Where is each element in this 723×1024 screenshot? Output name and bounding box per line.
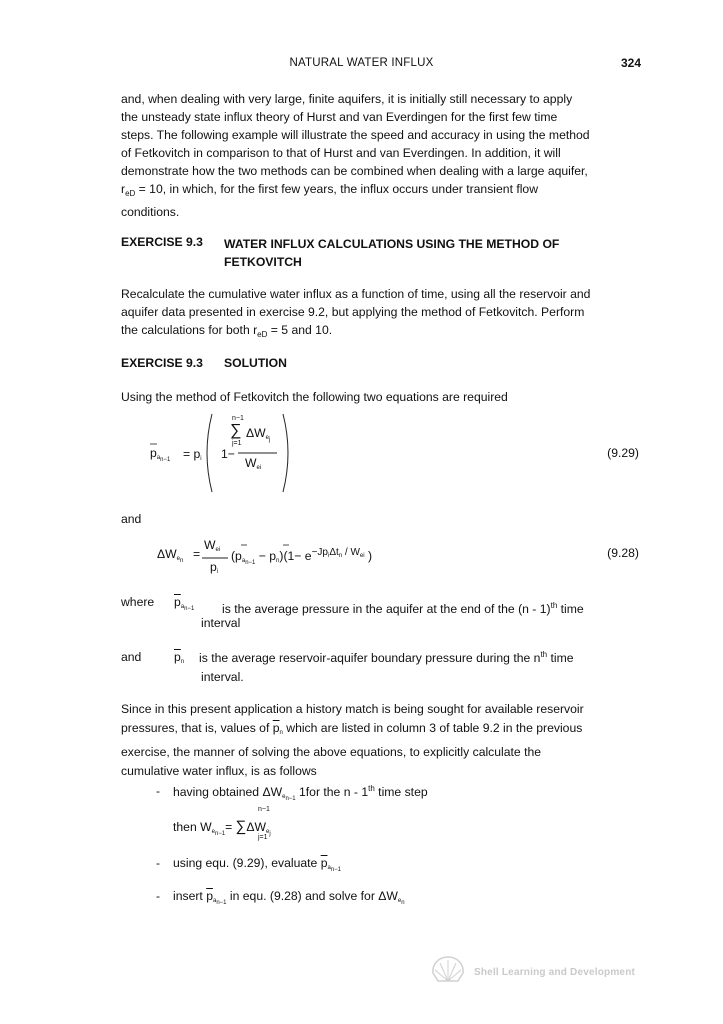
solution-intro: Using the method of Fetkovitch the following two equations are required	[121, 390, 508, 404]
running-header-title: NATURAL WATER INFLUX	[289, 57, 434, 69]
intro-line: steps. The following example will illustrate the speed and accuracy in using the method	[121, 128, 590, 142]
step-dash: -	[156, 889, 161, 903]
eq-equals: = pi	[183, 447, 202, 462]
intro-line: and, when dealing with very large, finite aquifers, it is initially still necessary to apply	[121, 92, 573, 106]
step-2: using equ. (9.29), evaluate $\overline{p}an-1$	[173, 856, 342, 873]
shell-logo-icon	[430, 955, 466, 985]
intro-line: the unsteady state influx theory of Hurst and van Everdingen for the first few time	[121, 110, 558, 124]
step-dash: -	[156, 856, 161, 870]
delta-w-en: ΔWen	[157, 547, 184, 564]
where-definition: is the average pressure in the aquifer at the end of the (n - 1)$^{th}$ time	[222, 601, 584, 616]
p-i-den: pi	[210, 560, 219, 575]
sum-upper-limit: n−1	[232, 415, 244, 422]
where-symbol: $\overline{p}an-1$	[174, 595, 195, 612]
p-bar-a: pan−1	[150, 446, 171, 463]
step-dash: -	[156, 784, 161, 798]
equation-number-9-29: (9.29)	[607, 446, 639, 460]
eq-one-minus: 1−	[221, 447, 235, 461]
intro-line: $r_{eD} = 10$, in which, for the first few years, the influx occurs under transient flow	[121, 182, 539, 198]
step-1-sum-upper: n−1	[258, 806, 270, 813]
w-ei-num: Wei	[204, 538, 221, 553]
footer-brand: Shell Learning and Development	[474, 967, 636, 978]
and-definition-l2: interval.	[201, 670, 244, 684]
since-paragraph: Since in this present application a history match is being sought for available reservoir pressures, that is, values of $\overline{p}n$ which are listed in column 3 of table 9.2 in the previous exercise, the manner of solving the above equations, to explicitly calculate the cumulative water influx, is as follows	[121, 702, 584, 778]
sum-lower-limit: j=1	[232, 440, 242, 447]
exercise-label: EXERCISE 9.3	[121, 235, 203, 249]
delta-w-ej: ΔWej	[246, 426, 271, 443]
sigma-symbol: ∑	[230, 422, 242, 439]
and-label: and	[121, 512, 142, 526]
where-definition-l2: interval	[201, 616, 241, 630]
and-def-label: and	[121, 650, 142, 664]
equation-9-29	[150, 412, 450, 492]
intro-line: of Fetkovitch in comparison to that of Hurst and van Everdingen. In addition, it will	[121, 146, 561, 160]
exercise-text: Recalculate the cumulative water influx as a function of time, using all the reservoir and aquifer data presented in exercise 9.2, but applying the method of Fetkovitch. Perform the calculations for both $r_{eD} = 5$ and 10.	[121, 287, 591, 339]
and-def-symbol: $\overline{p}n$	[174, 650, 185, 665]
step-1-then: then Wen−1= ∑ΔWej	[173, 818, 271, 837]
where-label: where	[121, 595, 155, 609]
step-1: having obtained ΔWen−1 1for the n - 1th time step	[173, 784, 428, 802]
solution-label: EXERCISE 9.3	[121, 356, 203, 370]
exercise-title: WATER INFLUX CALCULATIONS USING THE METHOD OF FETKOVITCH	[224, 237, 560, 269]
solution-title: SOLUTION	[224, 356, 287, 370]
w-ei: Wei	[245, 456, 262, 471]
intro-line: demonstrate how the two methods can be combined when dealing with a large aquifer,	[121, 164, 588, 178]
intro-line: conditions.	[121, 205, 180, 219]
eq2-equals: =	[193, 547, 201, 561]
and-definition: is the average reservoir-aquifer boundary pressure during the $n^{th}$ time	[199, 650, 574, 665]
intro-paragraph	[121, 90, 639, 221]
equation-9-28	[157, 536, 417, 578]
page-number: 324	[620, 56, 641, 70]
step-1-sum-lower: j=1	[258, 834, 268, 841]
equation-number-9-28: (9.28)	[607, 546, 639, 560]
eq2-body: $(pan-1 - pn)(1- e^{-Jp_i\Delta t_n / W_{ei}}$ )	[231, 547, 373, 566]
step-3: insert $\overline{p}an-1$ in equ. (9.28) and solve for ΔWen	[173, 889, 405, 906]
